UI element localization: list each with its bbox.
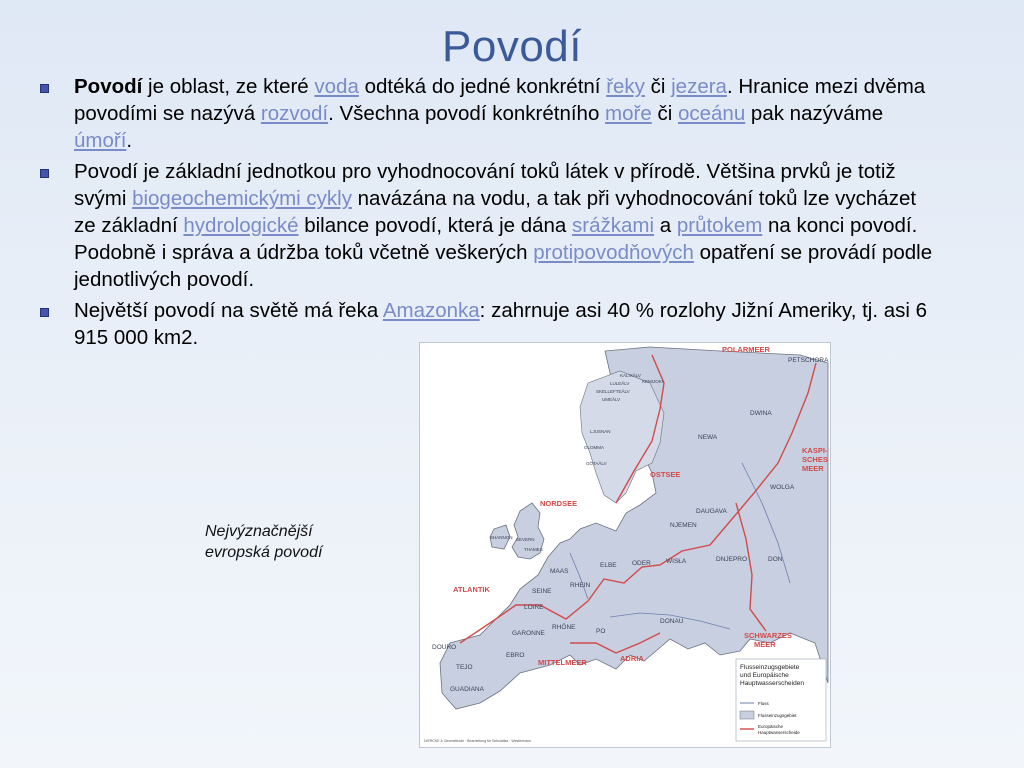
- basin-label: SHANNON: [490, 535, 513, 540]
- basin-label: KEMIJOKI: [642, 379, 664, 384]
- basin-label: ODER: [632, 560, 651, 567]
- sea-label: NORDSEE: [540, 499, 578, 508]
- basin-label: GUADIANA: [450, 686, 484, 693]
- basin-label: ELBE: [600, 562, 617, 569]
- basin-label: LULEÄLV: [610, 381, 630, 386]
- legend-item-label: Flusseinzugsgebiet: [758, 713, 797, 718]
- text-segment: pak nazýváme: [745, 102, 884, 125]
- text-segment: či: [644, 75, 672, 98]
- wiki-link[interactable]: průtokem: [676, 214, 763, 237]
- text-segment: bilance povodí, která je dána: [298, 214, 573, 237]
- text-segment: či: [651, 102, 678, 125]
- caption-line: Nejvýznačnější: [205, 523, 313, 540]
- map-caption: [205, 521, 322, 563]
- text-segment: .: [126, 129, 133, 152]
- basin-label: MAAS: [550, 568, 569, 575]
- legend-item-label: Europäische: [758, 724, 784, 729]
- text-segment: . Všechna povodí konkrétního: [328, 102, 606, 125]
- legend-title: und Europäische: [740, 672, 789, 679]
- basin-label: SKELLEFTEÄLV: [596, 389, 630, 394]
- basin-label: SEVERN: [516, 537, 535, 542]
- basin-label: WOLGA: [770, 484, 795, 491]
- wiki-link[interactable]: srážkami: [572, 214, 655, 237]
- map-graphic: [420, 343, 830, 747]
- text-segment: odtéká do jedné konkrétní: [358, 75, 607, 98]
- sea-label: OSTSEE: [650, 470, 681, 479]
- basin-label: DAUGAVA: [696, 508, 727, 515]
- wiki-link[interactable]: moře: [605, 102, 652, 125]
- text-segment: . Hranice mezi dvěma povodími se nazývá: [74, 75, 926, 125]
- basin-label: NEWA: [698, 434, 718, 441]
- square-bullet-icon: [40, 308, 49, 317]
- wiki-link[interactable]: oceánu: [677, 102, 746, 125]
- text-segment: opatření se provádí podle jednotlivých povodí.: [74, 241, 933, 291]
- text-segment: na konci povodí. Podobně i správa a údržba toků včetně veškerých: [74, 214, 918, 264]
- slide-title: Povodí: [442, 22, 582, 71]
- wiki-link[interactable]: voda: [314, 75, 359, 98]
- bullet-text: [74, 160, 932, 291]
- sea-label: MEER: [802, 464, 824, 473]
- map-credit: DIERCKE & Geomethode · Bearbeitung für Schulatlas · Westermann: [424, 739, 532, 743]
- text-segment: je oblast, ze které: [142, 75, 315, 98]
- basin-label: KALIXÄLV: [620, 373, 641, 378]
- sea-label: SCHWARZES: [744, 631, 792, 640]
- basin-label: PETSCHORA: [788, 357, 829, 364]
- sea-label: MITTELMEER: [538, 658, 587, 667]
- bullet-text: [74, 75, 925, 152]
- basin-label: EBRO: [506, 652, 525, 659]
- wiki-link[interactable]: hydrologické: [183, 214, 299, 237]
- sea-label: MEER: [754, 640, 776, 649]
- basin-label: RHÔNE: [552, 624, 576, 631]
- basin-label: LOIRE: [524, 604, 544, 611]
- basin-label: WISŁA: [666, 558, 687, 565]
- sea-label: KASPI-: [802, 446, 828, 455]
- basin-label: NJEMEN: [670, 522, 697, 529]
- caption-line: evropská povodí: [205, 544, 323, 561]
- basin-label: RHEIN: [570, 582, 591, 589]
- text-segment: : zahrnuje asi 40 % rozlohy Jižní Ameriky, tj. asi 6 915 000 km2.: [74, 299, 928, 349]
- basin-label: DONAU: [660, 618, 684, 625]
- wiki-link[interactable]: úmoří: [74, 129, 127, 152]
- basin-label: DWINA: [750, 410, 772, 417]
- basin-label: DNJEPRO: [716, 556, 748, 563]
- text-segment: a: [654, 214, 677, 237]
- wiki-link[interactable]: protipovodňových: [533, 241, 694, 264]
- square-bullet-icon: [40, 84, 49, 93]
- legend-title: Flusseinzugsgebiete: [740, 664, 800, 671]
- basin-label: GÖTAÄLV: [586, 461, 607, 466]
- square-bullet-icon: [40, 169, 49, 178]
- sea-label: SCHES: [802, 455, 828, 464]
- bold-term: Povodí: [74, 75, 143, 98]
- sea-label: ATLANTIK: [453, 585, 490, 594]
- wiki-link[interactable]: biogeochemickými cykly: [132, 187, 352, 210]
- legend-item-label: Fluss: [758, 701, 769, 706]
- text-segment: Největší povodí na světě má řeka: [74, 299, 383, 322]
- basin-label: LJUSNAN: [590, 429, 611, 434]
- legend-item-label: Hauptwasserscheide: [758, 730, 800, 735]
- basin-label: TEJO: [456, 664, 473, 671]
- basin-label: GARONNE: [512, 630, 545, 637]
- europe-basins-map: [419, 342, 831, 748]
- wiki-link[interactable]: jezera: [671, 75, 727, 98]
- map-legend: [736, 659, 826, 741]
- bullet-item: [40, 158, 940, 293]
- wiki-link[interactable]: řeky: [606, 75, 645, 98]
- basin-label: PO: [596, 628, 606, 635]
- sea-label: ADRIA: [620, 654, 644, 663]
- basin-label: GLOMMA: [584, 445, 605, 450]
- bullet-item: [40, 73, 940, 154]
- text-segment: Povodí je základní jednotkou pro vyhodnocování toků látek v přírodě. Většina prvků je totiž svými: [74, 160, 896, 210]
- basin-label: UMEÄLV: [602, 397, 621, 402]
- legend-basin-swatch: [740, 711, 754, 719]
- basin-label: SEINE: [532, 588, 552, 595]
- basin-label: DON: [768, 556, 783, 563]
- wiki-link[interactable]: rozvodí: [260, 102, 329, 125]
- basin-label: DOURO: [432, 644, 457, 651]
- wiki-link[interactable]: Amazonka: [382, 299, 480, 322]
- text-segment: navázána na vodu, a tak při vyhodnocování toků lze vycházet ze základní: [74, 187, 917, 237]
- basin-label: THAMES: [524, 547, 543, 552]
- sea-label: POLARMEER: [722, 345, 770, 354]
- bullet-list: [40, 73, 940, 355]
- legend-title: Hauptwasserscheiden: [740, 680, 804, 687]
